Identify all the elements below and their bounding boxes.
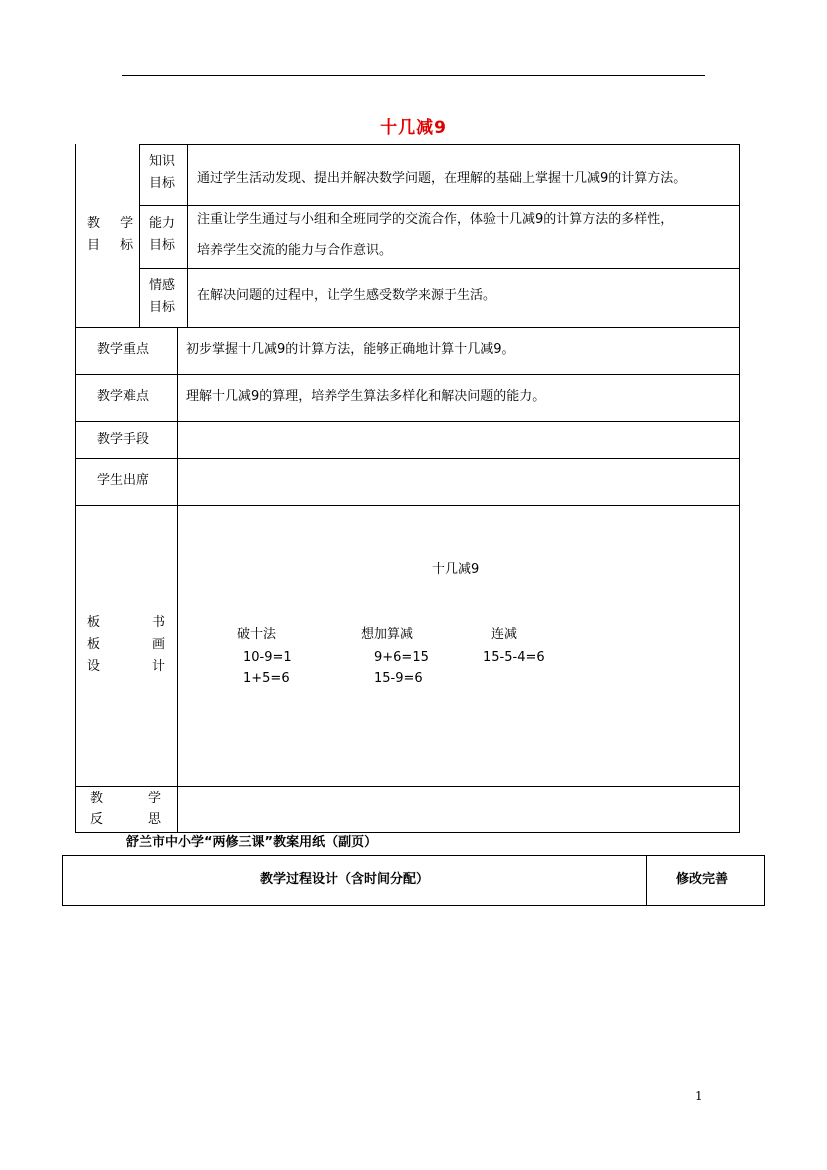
method-name: 想加算减 (361, 627, 414, 642)
difficult-points-text: 理解十几减9的算理，培养学生算法多样化和解决问题的能力。 (186, 389, 546, 404)
board-label: 计 (152, 659, 166, 674)
secondary-page-heading: 舒兰市中小学“两修三课”教案用纸（副页） (126, 835, 378, 850)
method-name: 连减 (491, 627, 518, 642)
board-label: 板 (87, 637, 101, 652)
teaching-means-label: 教学手段 (97, 432, 150, 447)
equation: 15-9=6 (374, 671, 423, 686)
reflection-label: 教 (90, 791, 104, 806)
board-label: 板 (87, 615, 101, 630)
ability-goal-text: 注重让学生通过与小组和全班同学的交流合作，体验十几减9的计算方法的多样性， (197, 212, 674, 227)
page-title: 十几减9 (380, 118, 447, 138)
equation: 1+5=6 (243, 671, 290, 686)
emotion-goal-label: 情感 (149, 278, 176, 293)
page-number: 1 (695, 1089, 703, 1103)
equation: 9+6=15 (374, 650, 429, 665)
ability-goal-text: 培养学生交流的能力与合作意识。 (197, 243, 393, 258)
board-label: 设 (87, 659, 101, 674)
header-rule (122, 75, 705, 76)
reflection-label: 反 (90, 812, 104, 827)
method-name: 破十法 (237, 627, 277, 642)
process-design-header: 教学过程设计（含时间分配） (260, 872, 430, 887)
reflection-label: 学 (148, 791, 162, 806)
knowledge-goal-text: 通过学生活动发现、提出并解决数学问题，在理解的基础上掌握十几减9的计算方法。 (197, 171, 687, 186)
goals-label: 教 学 (87, 216, 142, 231)
ability-goal-label: 目标 (149, 238, 176, 253)
difficult-points-label: 教学难点 (97, 389, 150, 404)
goals-label: 目 标 (87, 238, 142, 253)
emotion-goal-label: 目标 (149, 300, 176, 315)
knowledge-goal-label: 知识 (149, 154, 176, 169)
emotion-goal-text: 在解决问题的过程中，让学生感受数学来源于生活。 (197, 288, 497, 303)
knowledge-goal-label: 目标 (149, 176, 176, 191)
board-label: 书 (152, 615, 166, 630)
equation: 10-9=1 (243, 650, 292, 665)
equation: 15-5-4=6 (483, 650, 545, 665)
board-label: 画 (152, 637, 166, 652)
key-points-text: 初步掌握十几减9的计算方法，能够正确地计算十几减9。 (186, 342, 515, 357)
revision-header: 修改完善 (676, 872, 729, 887)
key-points-label: 教学重点 (97, 342, 150, 357)
board-heading: 十几减9 (432, 562, 480, 577)
reflection-label: 思 (148, 812, 162, 827)
ability-goal-label: 能力 (149, 216, 176, 231)
attendance-label: 学生出席 (97, 473, 150, 488)
